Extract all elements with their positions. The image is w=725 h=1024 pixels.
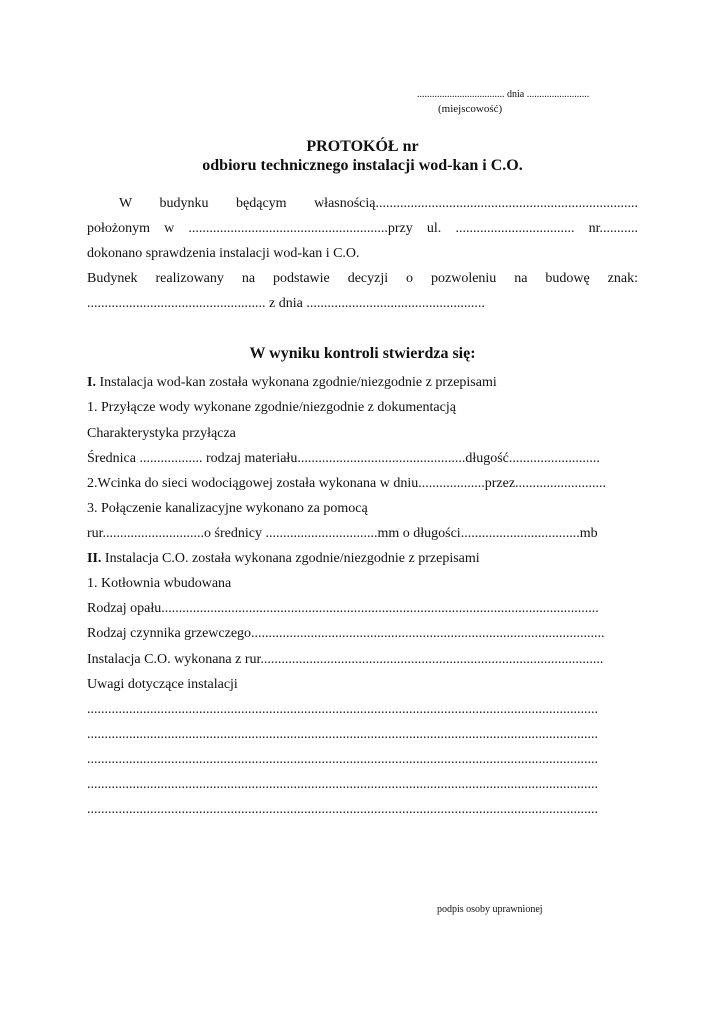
section2-number: II. [87,551,102,566]
section1-line-3: Średnica .................. rodzaj materiału................................................długość.......................... [87,451,600,466]
notes-line: .................................................................................................................................................. [87,802,598,817]
section1-line-5: 3. Połączenie kanalizacyjne wykonano za pomocą [87,501,368,516]
notes-line: .................................................................................................................................................. [87,702,598,717]
document-title: PROTOKÓŁ nr [306,138,419,155]
section2-line-1: 1. Kotłownia wbudowana [87,576,232,591]
result-heading: W wyniku kontroli stwierdza się: [249,345,476,362]
section1-line-4: 2.Wcinka do sieci wodociągowej została wykonana w dniu...................przez.......................... [87,476,607,491]
section2-text: Instalacja C.O. została wykonana zgodnie/niezgodnie z przepisami [101,551,480,566]
signature-label: podpis osoby uprawnionej [437,904,543,915]
date-line: ................................... dnia ......................... [417,89,590,100]
intro-line-3: dokonano sprawdzenia instalacji wod-kan i C.O. [87,246,360,261]
document-subtitle: odbioru technicznego instalacji wod-kan i C.O. [202,157,523,174]
section1-heading [87,375,497,391]
section2-heading [87,551,480,567]
section1-text: Instalacja wod-kan została wykonana zgodnie/niezgodnie z przepisami [95,375,497,390]
notes-line: .................................................................................................................................................. [87,777,598,792]
intro-line-5: ................................................... z dnia ................................................... [87,296,485,311]
notes-line: .................................................................................................................................................. [87,727,598,742]
section1-line-6: rur.............................o średnicy ................................mm o długości..................................mb [87,526,598,541]
section2-line-3: Rodzaj czynnika grzewczego..................................................................................................... [87,626,605,641]
section1-line-1: 1. Przyłącze wody wykonane zgodnie/niezgodnie z dokumentacją [87,400,456,415]
section2-line-4: Instalacja C.O. wykonana z rur.................................................................................................. [87,652,604,667]
section2-line-5: Uwagi dotyczące instalacji [87,677,238,692]
section1-number: I. [87,375,96,390]
intro-line-1: W budynku będącym własnością........................................................................... [119,196,638,211]
section2-line-2: Rodzaj opału............................................................................................................................. [87,601,599,616]
intro-line-2: położonym w .........................................................przy ul. .................................. nr........... [87,221,638,236]
intro-line-4: Budynek realizowany na podstawie decyzji o pozwoleniu na budowę znak: [87,271,638,286]
place-hint: (miejscowość) [438,103,503,115]
section1-line-2: Charakterystyka przyłącza [87,426,236,441]
notes-line: .................................................................................................................................................. [87,752,598,767]
